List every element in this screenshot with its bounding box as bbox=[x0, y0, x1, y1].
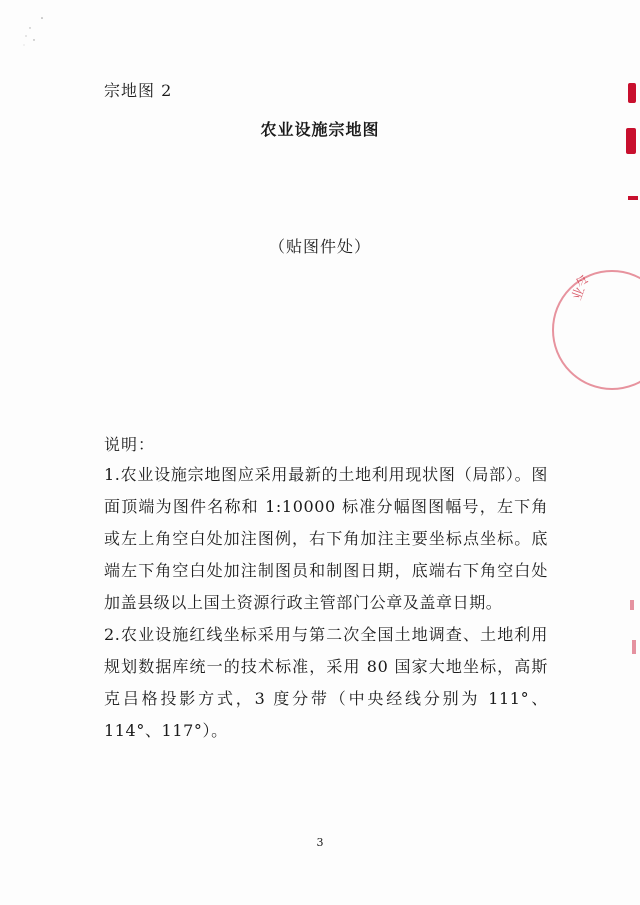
attachment-label: 宗地图 2 bbox=[104, 81, 173, 100]
image-placeholder-text: （贴图件处） bbox=[268, 237, 371, 256]
scan-speckle-marks bbox=[20, 12, 60, 52]
edge-stamp-mark bbox=[628, 83, 636, 103]
edge-stamp-mark bbox=[626, 128, 636, 154]
official-seal-stamp bbox=[552, 270, 640, 390]
document-title: 农业设施宗地图 bbox=[260, 120, 380, 139]
notes-heading: 说明： bbox=[104, 435, 156, 454]
note-paragraph-2: 2.农业设施红线坐标采用与第二次全国土地调查、土地利用规划数据库统一的技术标准，采用 80 国家大地坐标，高斯克吕格投影方式，3 度分带（中央经线分别为 111°、114°、117°）。 bbox=[104, 625, 548, 740]
edge-stamp-mark bbox=[632, 640, 636, 654]
note-paragraph-1: 1.农业设施宗地图应采用最新的土地利用现状图（局部）。图面顶端为图件名称和 1:10000 标准分幅图图幅号，左下角或左上角空白处加注图例，右下角加注主要坐标点坐标。底端左下角空白处加注制图员和制图日期，底端右下角空白处加盖县级以上国土资源行政主管部门公章及盖章日期。 bbox=[104, 465, 548, 612]
seal-stamp-lettering: 业令 bbox=[569, 272, 593, 303]
edge-stamp-mark bbox=[630, 600, 634, 610]
edge-stamp-mark bbox=[628, 196, 638, 200]
page-number: 3 bbox=[316, 836, 324, 849]
